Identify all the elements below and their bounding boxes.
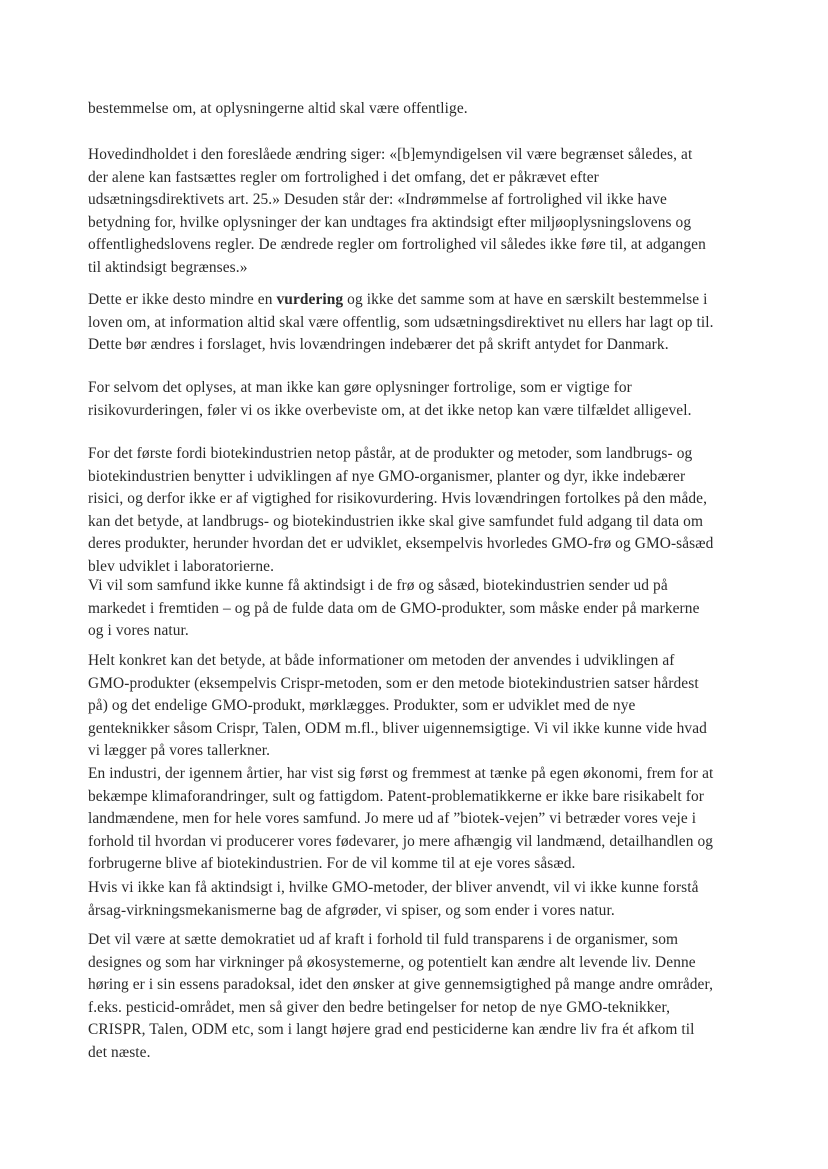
text-line: kan det betyde, at landbrugs- og biotekindustrien ikke skal give samfundet fuld adgang til data om (88, 512, 704, 530)
text-line: vi lægger på vores tallerkner. (88, 742, 271, 760)
paragraph-10 (88, 929, 748, 1065)
text-line: Hovedindholdet i den foreslåede ændring siger: «[b]emyndigelsen vil være begrænset således, at (88, 146, 693, 163)
paragraph-6 (88, 575, 748, 643)
text-line: risici, og derfor ikke er af vigtighed for risikovurdering. Hvis lovændringen fortolkes på den måde, (88, 490, 708, 508)
text-line: Hvis vi ikke kan få aktindsigt i, hvilke GMO-metoder, der bliver anvendt, vil vi ikke kunne forstå (88, 879, 699, 896)
text-line: genteknikker såsom Crispr, Talen, ODM m.fl., bliver uigennemsigtige. Vi vil ikke kunne vide hvad (88, 719, 707, 737)
text-line: landmændene, men for hele vores samfund. Jo mere ud af ”biotek-vejen” vi betræder vores veje i (88, 810, 697, 828)
paragraph-3 (88, 289, 748, 357)
text-line: og i vores natur. (88, 622, 189, 640)
text-line: designes og som har virkninger på økosystemerne, og potentielt kan ændre alt levende liv. Denne (88, 953, 696, 971)
paragraph-4 (88, 377, 748, 422)
text-line: årsag-virkningsmekanismerne bag de afgrøder, vi spiser, og som ender i vores natur. (88, 901, 615, 919)
text-line: CRISPR, Talen, ODM etc, som i langt højere grad end pesticiderne kan ændre liv fra ét afkom til (88, 1021, 695, 1039)
paragraph-2 (88, 144, 748, 280)
text-line: En industri, der igennem årtier, har vist sig først og fremmest at tænke på egen økonomi, frem for at (88, 765, 714, 782)
text-line: biotekindustrien benytter i udviklingen af nye GMO-organismer, planter og dyr, ikke indebærer (88, 467, 686, 485)
text-line: GMO-produkter (eksempelvis Crispr-metoden, som er den metode biotekindustrien satser hårdest (88, 674, 699, 692)
text-line: betydning for, hvilke oplysninger der kan undtages fra aktindsigt efter miljøoplysningslovens og (88, 213, 692, 231)
text-line: høring er i sin essens paradoksal, idet den ønsker at give gennemsigtighed på mange andre områder, (88, 976, 714, 994)
text-line: forhold til hvordan vi producerer vores fødevarer, jo mere afhængig vil landmænd, detailhandlen og (88, 832, 714, 850)
text-line: der alene kan fastsættes regler om fortrolighed i det omfang, det er påkrævet efter (88, 168, 599, 186)
text-line: udsætningsdirektivets art. 25.» Desuden står der: «Indrømmelse af fortrolighed vil ikke have (88, 191, 667, 209)
paragraph-1 (88, 98, 748, 121)
text-line: blev udviklet i laboratorierne. (88, 557, 275, 575)
text-line: f.eks. pesticid-området, men så giver den bedre betingelser for netop de nye GMO-teknikker, (88, 998, 671, 1016)
paragraph-8 (88, 763, 748, 876)
paragraph-7 (88, 650, 748, 763)
text-line: Vi vil som samfund ikke kunne få aktindsigt i de frø og såsæd, biotekindustrien sender ud på (88, 577, 668, 594)
text-line: bekæmpe klimaforandringer, sult og fattigdom. Patent-problematikkerne er ikke bare risikabelt for (88, 787, 704, 805)
text-line: det næste. (88, 1043, 151, 1061)
text-line: Helt konkret kan det betyde, at både informationer om metoden der anvendes i udviklingen af (88, 652, 675, 669)
paragraph-9 (88, 877, 748, 922)
text-line: markedet i fremtiden – og på de fulde data om de GMO-produkter, som måske ender på markerne (88, 599, 700, 617)
paragraph-5 (88, 443, 748, 579)
text-line: bestemmelse om, at oplysningerne altid skal være offentlige. (88, 100, 468, 117)
text-line: til aktindsigt begrænses.» (88, 258, 248, 276)
text-line: på) og det endelige GMO-produkt, mørklægges. Produkter, som er udviklet med de nye (88, 697, 636, 715)
text-line: Det vil være at sætte demokratiet ud af kraft i forhold til fuld transparens i de organismer, som (88, 931, 679, 948)
text-line (88, 289, 748, 312)
text-segment: Dette er ikke desto mindre en (88, 291, 277, 308)
text-line: deres produkter, herunder hvordan det er udviklet, eksempelvis hvorledes GMO-frø og GMO-såsæd (88, 535, 714, 553)
text-line: offentlighedslovens regler. De ændrede regler om fortrolighed vil således ikke føre til, at adgangen (88, 236, 706, 254)
text-line: forbrugerne blive af biotekindustrien. For de vil komme til at eje vores såsæd. (88, 855, 576, 873)
text-line: For det første fordi biotekindustrien netop påstår, at de produkter og metoder, som landbrugs- og (88, 445, 693, 462)
emphasis-word: vurdering (276, 291, 344, 308)
text-line: risikovurderingen, føler vi os ikke overbeviste om, at det ikke netop kan være tilfældet alligevel. (88, 401, 692, 419)
text-segment: og ikke det samme som at have en særskilt bestemmelse i (343, 291, 708, 308)
text-line: For selvom det oplyses, at man ikke kan gøre oplysninger fortrolige, som er vigtige for (88, 379, 632, 396)
text-line: loven om, at information altid skal være offentlig, som udsætningsdirektivet nu ellers har lagt op til. (88, 313, 714, 331)
text-line: Dette bør ændres i forslaget, hvis lovændringen indebærer det på skrift antydet for Danmark. (88, 336, 669, 354)
